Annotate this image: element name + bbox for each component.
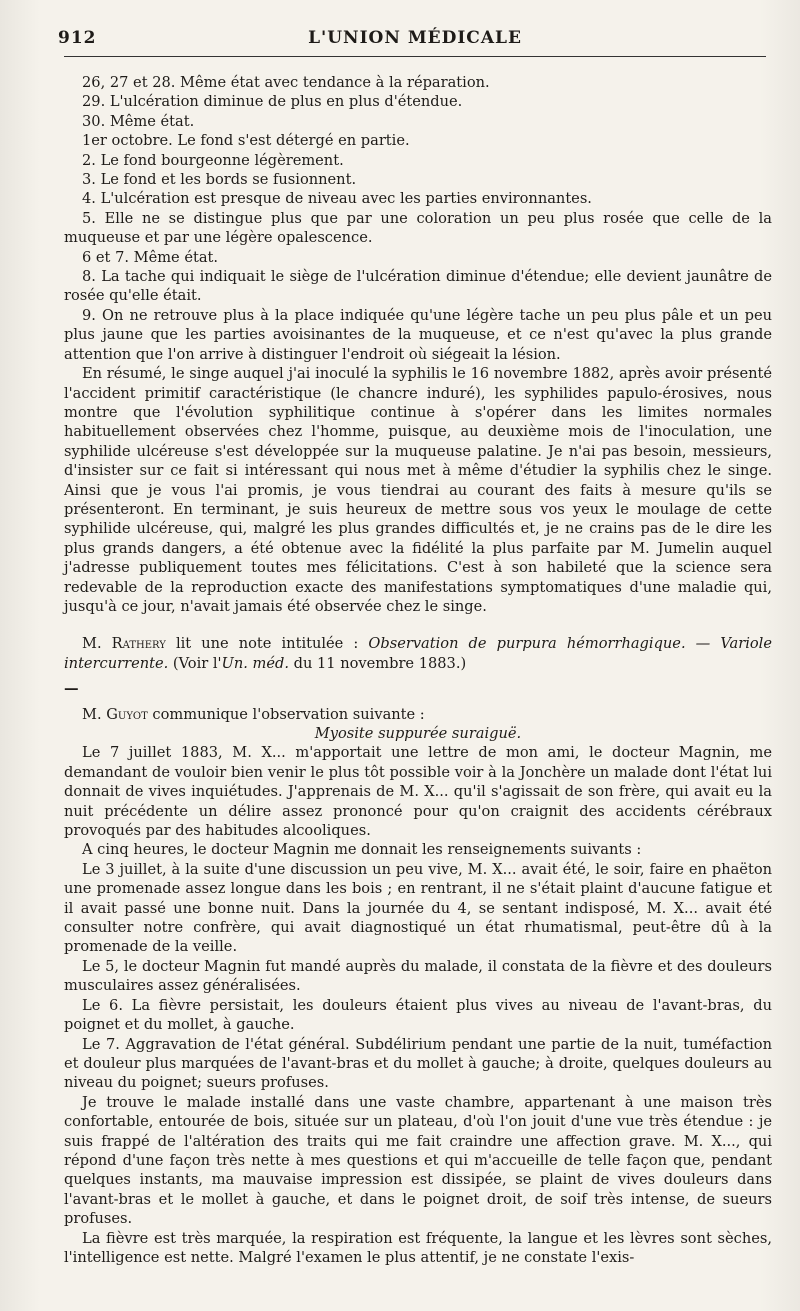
- diary-entry: 26, 27 et 28. Même état avec tendance à la réparation.: [82, 74, 490, 91]
- rathery-note-title: Observation de purpura hémorrhagique. — Variole intercurrente.: [64, 635, 772, 672]
- case-paragraph: A cinq heures, le docteur Magnin me donnait les renseignements suivants :: [82, 841, 642, 859]
- diary-entry: 30. Même état.: [82, 112, 195, 130]
- case-paragraph: La fièvre est très marquée, la respiration est fréquente, la langue et les lèvres sont sèches, l'intelligence est nette. Malgré l'examen le plus attentif, je ne constate l'exis-: [64, 1229, 772, 1266]
- diary-entry: 5. Elle ne se distingue plus que par une coloration un peu plus rosée que celle de la muqueuse et par une légère opalescence.: [64, 209, 772, 247]
- case-paragraph: Je trouve le malade installé dans une vaste chambre, appartenant à une maison très confortable, entourée de bois, située sur un plateau, d'où l'on jouit d'une vue très étendue : je suis frappé de l'altération des traits qui me fait craindre une affection grave. M. X..., qui répond d'une façon très nette à mes questions et qui m'accueille de telle façon que, pendant quelques instants, ma mauvaise impression est dissipée, se plaint de vives douleurs dans l'avant-bras et le mollet à gauche, et dans le poignet droit, de soif très intense, de sueurs profuses.: [64, 1093, 772, 1228]
- rathery-date: du 11 novembre 1883.): [288, 654, 467, 672]
- guyot-prefix: M.: [82, 705, 107, 723]
- rathery-prefix: M.: [82, 635, 112, 653]
- guyot-paragraph: [64, 705, 772, 724]
- journal-name: Un. méd.: [221, 654, 289, 672]
- rathery-paragraph: [64, 634, 772, 673]
- rathery-text: lit une note intitulée :: [165, 635, 369, 653]
- section-separator: —: [64, 680, 79, 698]
- guyot-text: communique l'observation suivante :: [147, 705, 425, 723]
- diary-entry: 2. Le fond bourgeonne légèrement.: [82, 151, 344, 169]
- case-title-text: Myosite suppurée suraiguë.: [314, 725, 522, 742]
- diary-entry: 1er octobre. Le fond s'est détergé en partie.: [82, 132, 410, 150]
- running-title: L'UNION MÉDICALE: [308, 28, 522, 48]
- summary-paragraph: En résumé, le singe auquel j'ai inoculé la syphilis le 16 novembre 1882, après avoir présenté l'accident primitif caractéristique (le chancre induré), les syphilides papulo-érosives, nous montre que l'évolution syphilitique continue à s'opérer dans les limites normales habituellement observées chez l'homme, puisque, au deuxième mois de l'inoculation, une syphilide ulcéreuse s'est développée sur la muqueuse palatine. Je n'ai pas besoin, messieurs, d'insister sur ce fait si intéressant qui nous met à même d'étudier la syphilis chez le singe. Ainsi que je vous l'ai promis, je vous tiendrai au courant des faits à mesure qu'ils se présenteront. En terminant, je suis heureux de mettre sous vos yeux le moulage de cette syphilide ulcéreuse, qui, malgré les plus grandes difficultés et, je ne crains pas de le dire les plus grands dangers, a été obtenue avec la fidélité la plus parfaite par M. Jumelin auquel j'adresse publiquement toutes mes félicitations. C'est à son habileté que la science sera redevable de la reproduction exacte des manifestations symptomatiques d'une maladie qui, jusqu'à ce jour, n'avait jamais été observée chez le singe.: [64, 365, 772, 615]
- guyot-name: Guyot: [106, 705, 148, 723]
- page-header: [58, 18, 766, 57]
- case-paragraph: Le 7. Aggravation de l'état général. Subdélirium pendant une partie de la nuit, tuméfaction et douleur plus marquées de l'avant-bras et du mollet à gauche; à droite, quelques douleurs au niveau du poignet; sueurs profuses.: [64, 1035, 772, 1092]
- rathery-name: Rathery: [111, 635, 166, 653]
- page-number: 912: [58, 28, 97, 48]
- case-title: [64, 724, 772, 743]
- diary-entry: 4. L'ulcération est presque de niveau avec les parties environnantes.: [82, 190, 592, 208]
- rathery-ref: (Voir l': [168, 654, 222, 672]
- case-paragraph: Le 3 juillet, à la suite d'une discussion un peu vive, M. X... avait été, le soir, faire en phaëton une promenade assez longue dans les bois ; en rentrant, il ne s'était plaint d'aucune fatigue et il avait passé une bonne nuit. Dans la journée du 4, se sentant indisposé, M. X... avait été consulter notre confrère, qui avait diagnostiqué un état rhumatismal, peut-être dû à la promenade de la veille.: [64, 860, 772, 956]
- diary-entry: 8. La tache qui indiquait le siège de l'ulcération diminue d'étendue; elle devient jaunâtre de rosée qu'elle était.: [64, 268, 772, 305]
- case-paragraph: Le 5, le docteur Magnin fut mandé auprès du malade, il constata de la fièvre et des douleurs musculaires assez généralisées.: [64, 957, 772, 995]
- diary-entry: 6 et 7. Même état.: [82, 248, 219, 266]
- case-paragraph: Le 6. La fièvre persistait, les douleurs étaient plus vives au niveau de l'avant-bras, du poignet et du mollet, à gauche.: [64, 996, 772, 1034]
- case-paragraph: Le 7 juillet 1883, M. X... m'apportait une lettre de mon ami, le docteur Magnin, me demandant de vouloir bien venir le plus tôt possible voir à la Jonchère un malade dont l'état lui donnait de vives inquiétudes. J'apprenais de M. X... qu'il s'agissait de son frère, qui avait eu la nuit précédente un délire assez prononcé pour qu'on craignit des accidents cérébraux provoqués par des habitudes alcooliques.: [64, 744, 772, 840]
- page-body: [64, 57, 772, 1267]
- diary-entry: 29. L'ulcération diminue de plus en plus d'étendue.: [82, 93, 463, 111]
- diary-entry: 3. Le fond et les bords se fusionnent.: [82, 171, 357, 189]
- diary-entry: 9. On ne retrouve plus à la place indiquée qu'une légère tache un peu plus pâle et un peu plus jaune que les parties avoisinantes de la muqueuse, et ce n'est qu'avec la plus grande attention que l'on arrive à distinguer l'endroit où siégeait la lésion.: [64, 306, 772, 363]
